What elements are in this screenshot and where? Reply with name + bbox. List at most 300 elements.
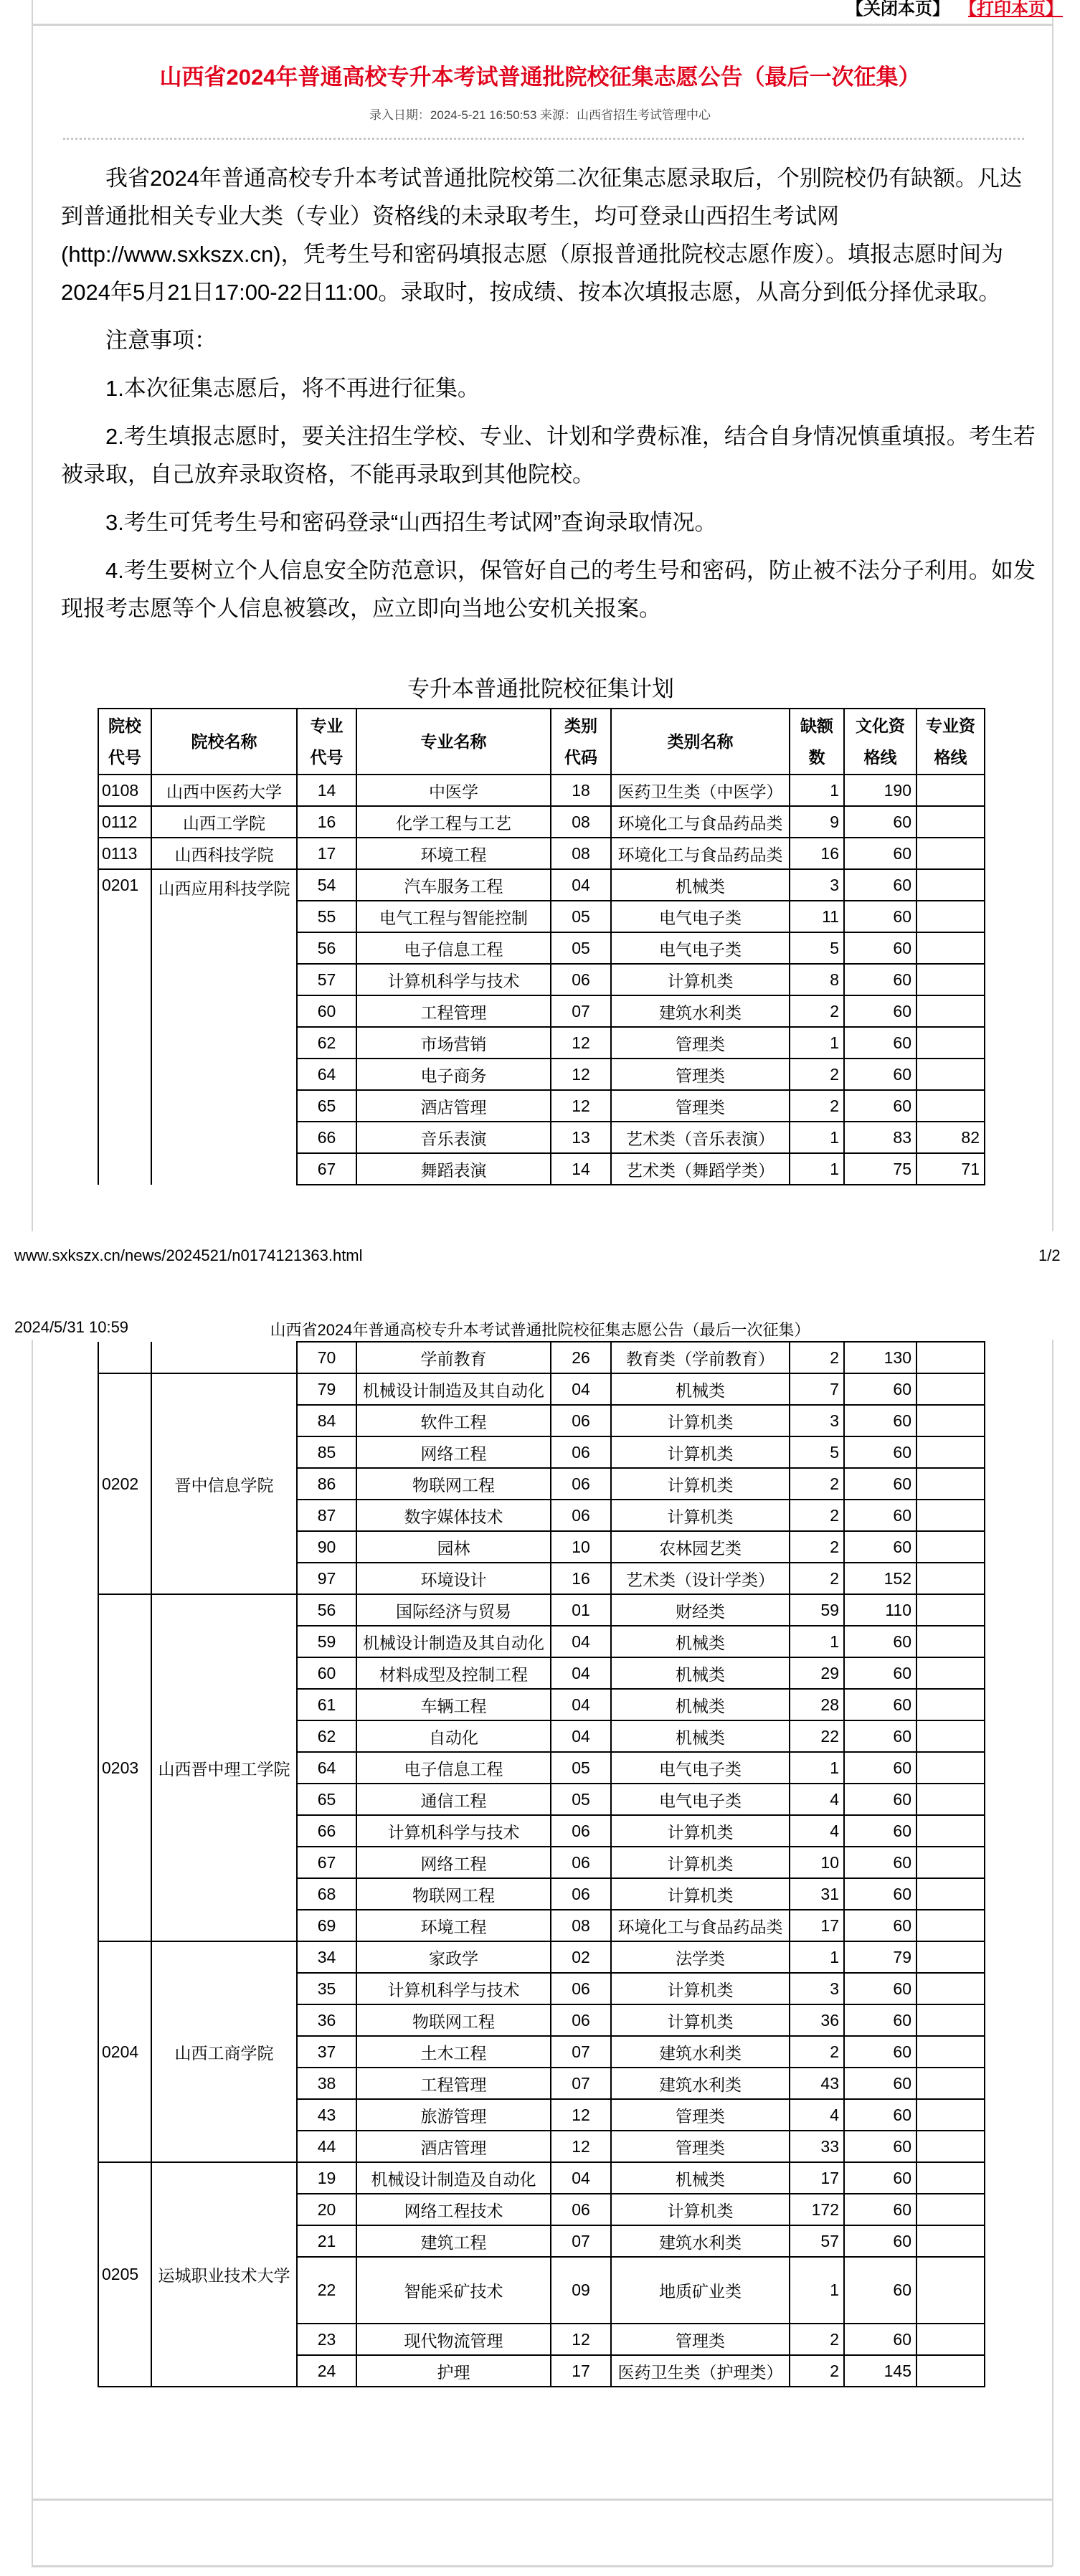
culture-score: 60 [844,1405,916,1436]
school-code: 0201 [98,869,151,1185]
column-header [844,709,916,775]
major-name: 音乐表演 [356,1122,551,1153]
culture-score: 60 [844,1973,916,2004]
vacancies: 4 [790,1815,844,1847]
category-name: 机械类 [611,869,790,901]
culture-score: 152 [844,1563,916,1594]
school-name: 晋中信息学院 [151,1373,297,1594]
major-score [916,869,985,901]
major-name: 物联网工程 [356,1468,551,1500]
category-name: 机械类 [611,1689,790,1720]
major-score [916,1941,985,1973]
table-row [98,1373,985,1405]
category-name: 艺术类（舞蹈学类） [611,1153,790,1185]
major-code: 64 [297,1059,356,1090]
major-score [916,1973,985,2004]
category-code: 06 [551,1436,611,1468]
category-code: 06 [551,964,611,995]
major-score [916,2099,985,2131]
major-name: 物联网工程 [356,1878,551,1910]
culture-score: 60 [844,2225,916,2257]
major-name: 材料成型及控制工程 [356,1657,551,1689]
note-4: 4.考生要树立个人信息安全防范意识，保管好自己的考生号和密码，防止被不法分子利用。如发 [105,558,1036,583]
vacancies: 2 [790,1563,844,1594]
school-name: 山西晋中理工学院 [151,1594,297,1941]
table-row [98,775,985,806]
print-header-title: 山西省2024年普通高校专升本考试普通批院校征集志愿公告（最后一次征集） [270,1321,810,1339]
category-name: 计算机类 [611,964,790,995]
table-row [98,1342,985,1373]
print-header-datetime: 2024/5/31 10:59 [14,1318,129,1336]
major-score [916,1910,985,1941]
category-code: 07 [551,2036,611,2068]
major-name: 电子信息工程 [356,1752,551,1784]
major-code: 64 [297,1752,356,1784]
close-page-link[interactable]: 【关闭本页】 [846,0,949,19]
column-header [611,709,790,775]
category-code: 12 [551,2131,611,2162]
major-code: 60 [297,995,356,1027]
print-page-link[interactable]: 【打印本页】 [968,0,1063,19]
category-name: 计算机类 [611,1878,790,1910]
major-score [916,1594,985,1626]
culture-score: 60 [844,901,916,932]
culture-score: 60 [844,1531,916,1563]
major-code: 67 [297,1847,356,1878]
major-score [916,1373,985,1405]
culture-score: 83 [844,1122,916,1153]
column-header-text: 专业 [310,716,344,735]
major-name: 计算机科学与技术 [356,1815,551,1847]
category-code: 04 [551,869,611,901]
culture-score: 60 [844,1910,916,1941]
table-row [98,1594,985,1626]
culture-score: 60 [844,2131,916,2162]
major-score: 71 [916,1153,985,1185]
category-code: 04 [551,1373,611,1405]
vacancies: 1 [790,775,844,806]
column-header-text: 代码 [564,748,597,767]
category-name: 机械类 [611,1373,790,1405]
major-code: 62 [297,1027,356,1059]
category-name: 环境化工与食品药品类 [611,806,790,838]
category-name: 计算机类 [611,1468,790,1500]
major-score [916,1752,985,1784]
major-name: 工程管理 [356,2068,551,2099]
column-header [916,709,985,775]
major-code: 79 [297,1373,356,1405]
major-name: 网络工程 [356,1436,551,1468]
culture-score: 60 [844,1657,916,1689]
vacancies: 2 [790,1059,844,1090]
major-name: 工程管理 [356,995,551,1027]
school-name: 山西科技学院 [151,838,297,869]
major-name: 物联网工程 [356,2004,551,2036]
major-name: 酒店管理 [356,1090,551,1122]
school-name: 山西应用科技学院 [151,869,297,1185]
major-code: 21 [297,2225,356,2257]
note-2: 2.考生填报志愿时，要关注招生学校、专业、计划和学费标准，结合自身情况慎重填报。考生若 [105,424,1036,449]
vacancies: 3 [790,1973,844,2004]
culture-score: 60 [844,1752,916,1784]
column-header-text: 院校名称 [191,732,257,751]
category-code: 26 [551,1342,611,1373]
vacancies: 28 [790,1689,844,1720]
major-code: 44 [297,2131,356,2162]
category-code: 06 [551,1468,611,1500]
vacancies: 2 [790,2355,844,2387]
culture-score: 60 [844,964,916,995]
culture-score: 60 [844,2162,916,2194]
major-code: 65 [297,1784,356,1815]
vacancies: 3 [790,1405,844,1436]
category-code: 01 [551,1594,611,1626]
category-code: 05 [551,932,611,964]
culture-score: 60 [844,2068,916,2099]
header-divider [32,24,1052,26]
vacancies: 2 [790,1342,844,1373]
column-header [297,709,356,775]
vacancies: 4 [790,1784,844,1815]
table-caption: 专升本普通批院校征集计划 [407,676,674,701]
major-code: 66 [297,1815,356,1847]
major-score [916,1563,985,1594]
major-code: 56 [297,932,356,964]
major-code: 97 [297,1563,356,1594]
major-score [916,1342,985,1373]
major-score [916,2257,985,2324]
vacancies: 36 [790,2004,844,2036]
category-code: 08 [551,1910,611,1941]
column-header-text: 数 [808,748,825,767]
major-name: 自动化 [356,1720,551,1752]
table-header-row [98,709,985,775]
culture-score: 60 [844,1059,916,1090]
major-name: 市场营销 [356,1027,551,1059]
major-score [916,1027,985,1059]
column-header-text: 格线 [863,748,897,767]
major-code: 23 [297,2324,356,2355]
major-code: 68 [297,1878,356,1910]
major-name: 网络工程技术 [356,2194,551,2225]
plan-table-page-2 [98,1341,985,2387]
vacancies: 43 [790,2068,844,2099]
culture-score: 110 [844,1594,916,1626]
category-name: 农林园艺类 [611,1531,790,1563]
culture-score: 130 [844,1342,916,1373]
major-name: 园林 [356,1531,551,1563]
major-name: 现代物流管理 [356,2324,551,2355]
culture-score: 60 [844,1626,916,1657]
major-name: 机械设计制造及其自动化 [356,1626,551,1657]
category-code: 06 [551,1973,611,2004]
vacancies: 1 [790,1626,844,1657]
culture-score: 75 [844,1153,916,1185]
major-name: 中医学 [356,775,551,806]
major-score [916,2068,985,2099]
major-name: 建筑工程 [356,2225,551,2257]
text-line: (http://www.sxkszx.cn)，凭考生号和密码填报志愿（原报普通批院校志愿作废）。填报志愿时间为 [61,242,1004,267]
category-code: 04 [551,1626,611,1657]
column-header-text: 代号 [108,748,141,767]
major-score [916,1468,985,1500]
major-score [916,1626,985,1657]
major-name: 旅游管理 [356,2099,551,2131]
major-name: 数字媒体技术 [356,1500,551,1531]
text-line: 我省2024年普通高校专升本考试普通批院校第二次征集志愿录取后，个别院校仍有缺额。凡达 [105,166,1022,191]
table-row [98,838,985,869]
vacancies: 2 [790,995,844,1027]
major-name: 计算机科学与技术 [356,964,551,995]
category-code: 06 [551,1815,611,1847]
category-name: 管理类 [611,1090,790,1122]
culture-score: 60 [844,1878,916,1910]
table-row [98,869,985,901]
vacancies: 4 [790,2099,844,2131]
category-name: 艺术类（音乐表演） [611,1122,790,1153]
school-code: 0203 [98,1594,151,1941]
major-code: 59 [297,1626,356,1657]
culture-score: 60 [844,1436,916,1468]
major-code: 35 [297,1973,356,2004]
major-score [916,1531,985,1563]
category-name: 建筑水利类 [611,2036,790,2068]
major-code: 70 [297,1342,356,1373]
vacancies: 172 [790,2194,844,2225]
category-code: 12 [551,2324,611,2355]
category-name: 电气电子类 [611,1752,790,1784]
vacancies: 57 [790,2225,844,2257]
category-name: 计算机类 [611,1436,790,1468]
plan-table-page-1 [98,708,985,1185]
vacancies: 1 [790,1027,844,1059]
major-name: 通信工程 [356,1784,551,1815]
vacancies: 2 [790,1090,844,1122]
major-score [916,2004,985,2036]
category-name: 艺术类（设计学类） [611,1563,790,1594]
culture-score: 60 [844,2324,916,2355]
vacancies: 1 [790,2257,844,2324]
major-score [916,995,985,1027]
category-code: 05 [551,1784,611,1815]
major-name: 护理 [356,2355,551,2387]
major-name: 土木工程 [356,2036,551,2068]
major-code: 37 [297,2036,356,2068]
major-name: 机械设计制造及其自动化 [356,1373,551,1405]
major-score [916,1405,985,1436]
major-name: 环境工程 [356,1910,551,1941]
major-name: 汽车服务工程 [356,869,551,901]
category-code: 06 [551,2004,611,2036]
major-code: 56 [297,1594,356,1626]
top-links [846,0,1080,19]
major-name: 计算机科学与技术 [356,1973,551,2004]
major-name: 环境设计 [356,1563,551,1594]
major-score [916,1059,985,1090]
column-header-text: 类别 [564,716,597,735]
school-code: 0112 [98,806,151,838]
text-line: 到普通批相关专业大类（专业）资格线的未录取考生，均可登录山西招生考试网 [61,204,839,229]
category-name: 机械类 [611,1720,790,1752]
notes-heading: 注意事项： [105,328,217,353]
column-header [151,709,297,775]
major-name: 网络工程 [356,1847,551,1878]
vacancies: 7 [790,1373,844,1405]
major-score [916,932,985,964]
category-name: 管理类 [611,2131,790,2162]
culture-score: 60 [844,2257,916,2324]
culture-score: 60 [844,1689,916,1720]
category-name: 法学类 [611,1941,790,1973]
text-line: 2024年5月21日17:00-22日11:00。录取时，按成绩、按本次填报志愿，从高分到低分择优录取。 [61,280,1001,305]
vacancies: 2 [790,1468,844,1500]
category-name: 医药卫生类（中医学） [611,775,790,806]
culture-score: 60 [844,995,916,1027]
major-name: 智能采矿技术 [356,2257,551,2324]
major-code: 65 [297,1090,356,1122]
print-footer-page: 1/2 [1038,1246,1061,1264]
category-name: 机械类 [611,1657,790,1689]
school-name: 山西工学院 [151,806,297,838]
column-header [98,709,151,775]
category-name: 管理类 [611,1059,790,1090]
school-code: 0204 [98,1941,151,2162]
vacancies: 31 [790,1878,844,1910]
culture-score: 60 [844,1847,916,1878]
culture-score: 60 [844,2004,916,2036]
major-code: 85 [297,1436,356,1468]
culture-score: 60 [844,1090,916,1122]
major-code: 38 [297,2068,356,2099]
note-2-cont: 被录取，自己放弃录取资格，不能再录取到其他院校。 [61,462,595,487]
culture-score: 79 [844,1941,916,1973]
column-header-text: 缺额 [800,716,833,735]
major-score [916,1878,985,1910]
school-code: 0205 [98,2162,151,2387]
column-header [356,709,551,775]
category-code: 12 [551,1027,611,1059]
major-score [916,2355,985,2387]
category-code: 12 [551,1059,611,1090]
major-score [916,2225,985,2257]
category-code: 13 [551,1122,611,1153]
culture-score: 60 [844,2099,916,2131]
column-header-text: 专业名称 [420,732,487,751]
major-code: 69 [297,1910,356,1941]
table-row [98,2162,985,2194]
category-name: 地质矿业类 [611,2257,790,2324]
vacancies: 2 [790,1531,844,1563]
article-meta: 录入日期：2024-5-21 16:50:53 来源：山西省招生考试管理中心 [369,108,711,122]
major-score [916,1689,985,1720]
category-name: 电气电子类 [611,901,790,932]
vacancies: 2 [790,2036,844,2068]
category-name: 计算机类 [611,1500,790,1531]
footer-divider-bottom [32,2565,1052,2567]
major-name: 车辆工程 [356,1689,551,1720]
category-name: 计算机类 [611,1405,790,1436]
major-score [916,1815,985,1847]
vacancies: 11 [790,901,844,932]
culture-score: 190 [844,775,916,806]
major-code: 87 [297,1500,356,1531]
category-name: 管理类 [611,2324,790,2355]
category-code: 06 [551,1500,611,1531]
major-score [916,1720,985,1752]
major-code: 14 [297,775,356,806]
major-score [916,2162,985,2194]
major-code: 86 [297,1468,356,1500]
culture-score: 60 [844,1373,916,1405]
school-code [98,1342,151,1373]
print-footer-url: www.sxkszx.cn/news/2024521/n0174121363.html [14,1246,363,1264]
major-code: 17 [297,838,356,869]
major-code: 19 [297,2162,356,2194]
category-code: 09 [551,2257,611,2324]
category-name: 管理类 [611,2099,790,2131]
school-code: 0113 [98,838,151,869]
major-score [916,1784,985,1815]
major-code: 60 [297,1657,356,1689]
culture-score: 60 [844,838,916,869]
article-body [61,159,1036,638]
category-code: 05 [551,1752,611,1784]
category-code: 02 [551,1941,611,1973]
category-name: 计算机类 [611,2194,790,2225]
vacancies: 59 [790,1594,844,1626]
major-score [916,2324,985,2355]
major-name: 电气工程与智能控制 [356,901,551,932]
culture-score: 60 [844,2036,916,2068]
category-name: 管理类 [611,1027,790,1059]
school-name [151,1342,297,1373]
category-code: 06 [551,2194,611,2225]
major-code: 66 [297,1122,356,1153]
major-code: 62 [297,1720,356,1752]
major-score [916,1500,985,1531]
major-code: 84 [297,1405,356,1436]
category-code: 07 [551,2225,611,2257]
category-code: 04 [551,1689,611,1720]
major-name: 舞蹈表演 [356,1153,551,1185]
table-row [98,1941,985,1973]
major-name: 学前教育 [356,1342,551,1373]
category-name: 财经类 [611,1594,790,1626]
category-name: 环境化工与食品药品类 [611,1910,790,1941]
category-code: 06 [551,1405,611,1436]
vacancies: 10 [790,1847,844,1878]
category-name: 电气电子类 [611,1784,790,1815]
category-code: 04 [551,2162,611,2194]
major-code: 90 [297,1531,356,1563]
major-name: 软件工程 [356,1405,551,1436]
major-name: 化学工程与工艺 [356,806,551,838]
culture-score: 60 [844,1720,916,1752]
major-name: 酒店管理 [356,2131,551,2162]
vacancies: 1 [790,1941,844,1973]
category-name: 建筑水利类 [611,2068,790,2099]
category-code: 06 [551,1878,611,1910]
major-code: 43 [297,2099,356,2131]
major-code: 24 [297,2355,356,2387]
vacancies: 33 [790,2131,844,2162]
category-code: 06 [551,1847,611,1878]
major-name: 环境工程 [356,838,551,869]
vacancies: 1 [790,1122,844,1153]
school-name: 山西工商学院 [151,1941,297,2162]
category-code: 12 [551,2099,611,2131]
vacancies: 2 [790,2324,844,2355]
